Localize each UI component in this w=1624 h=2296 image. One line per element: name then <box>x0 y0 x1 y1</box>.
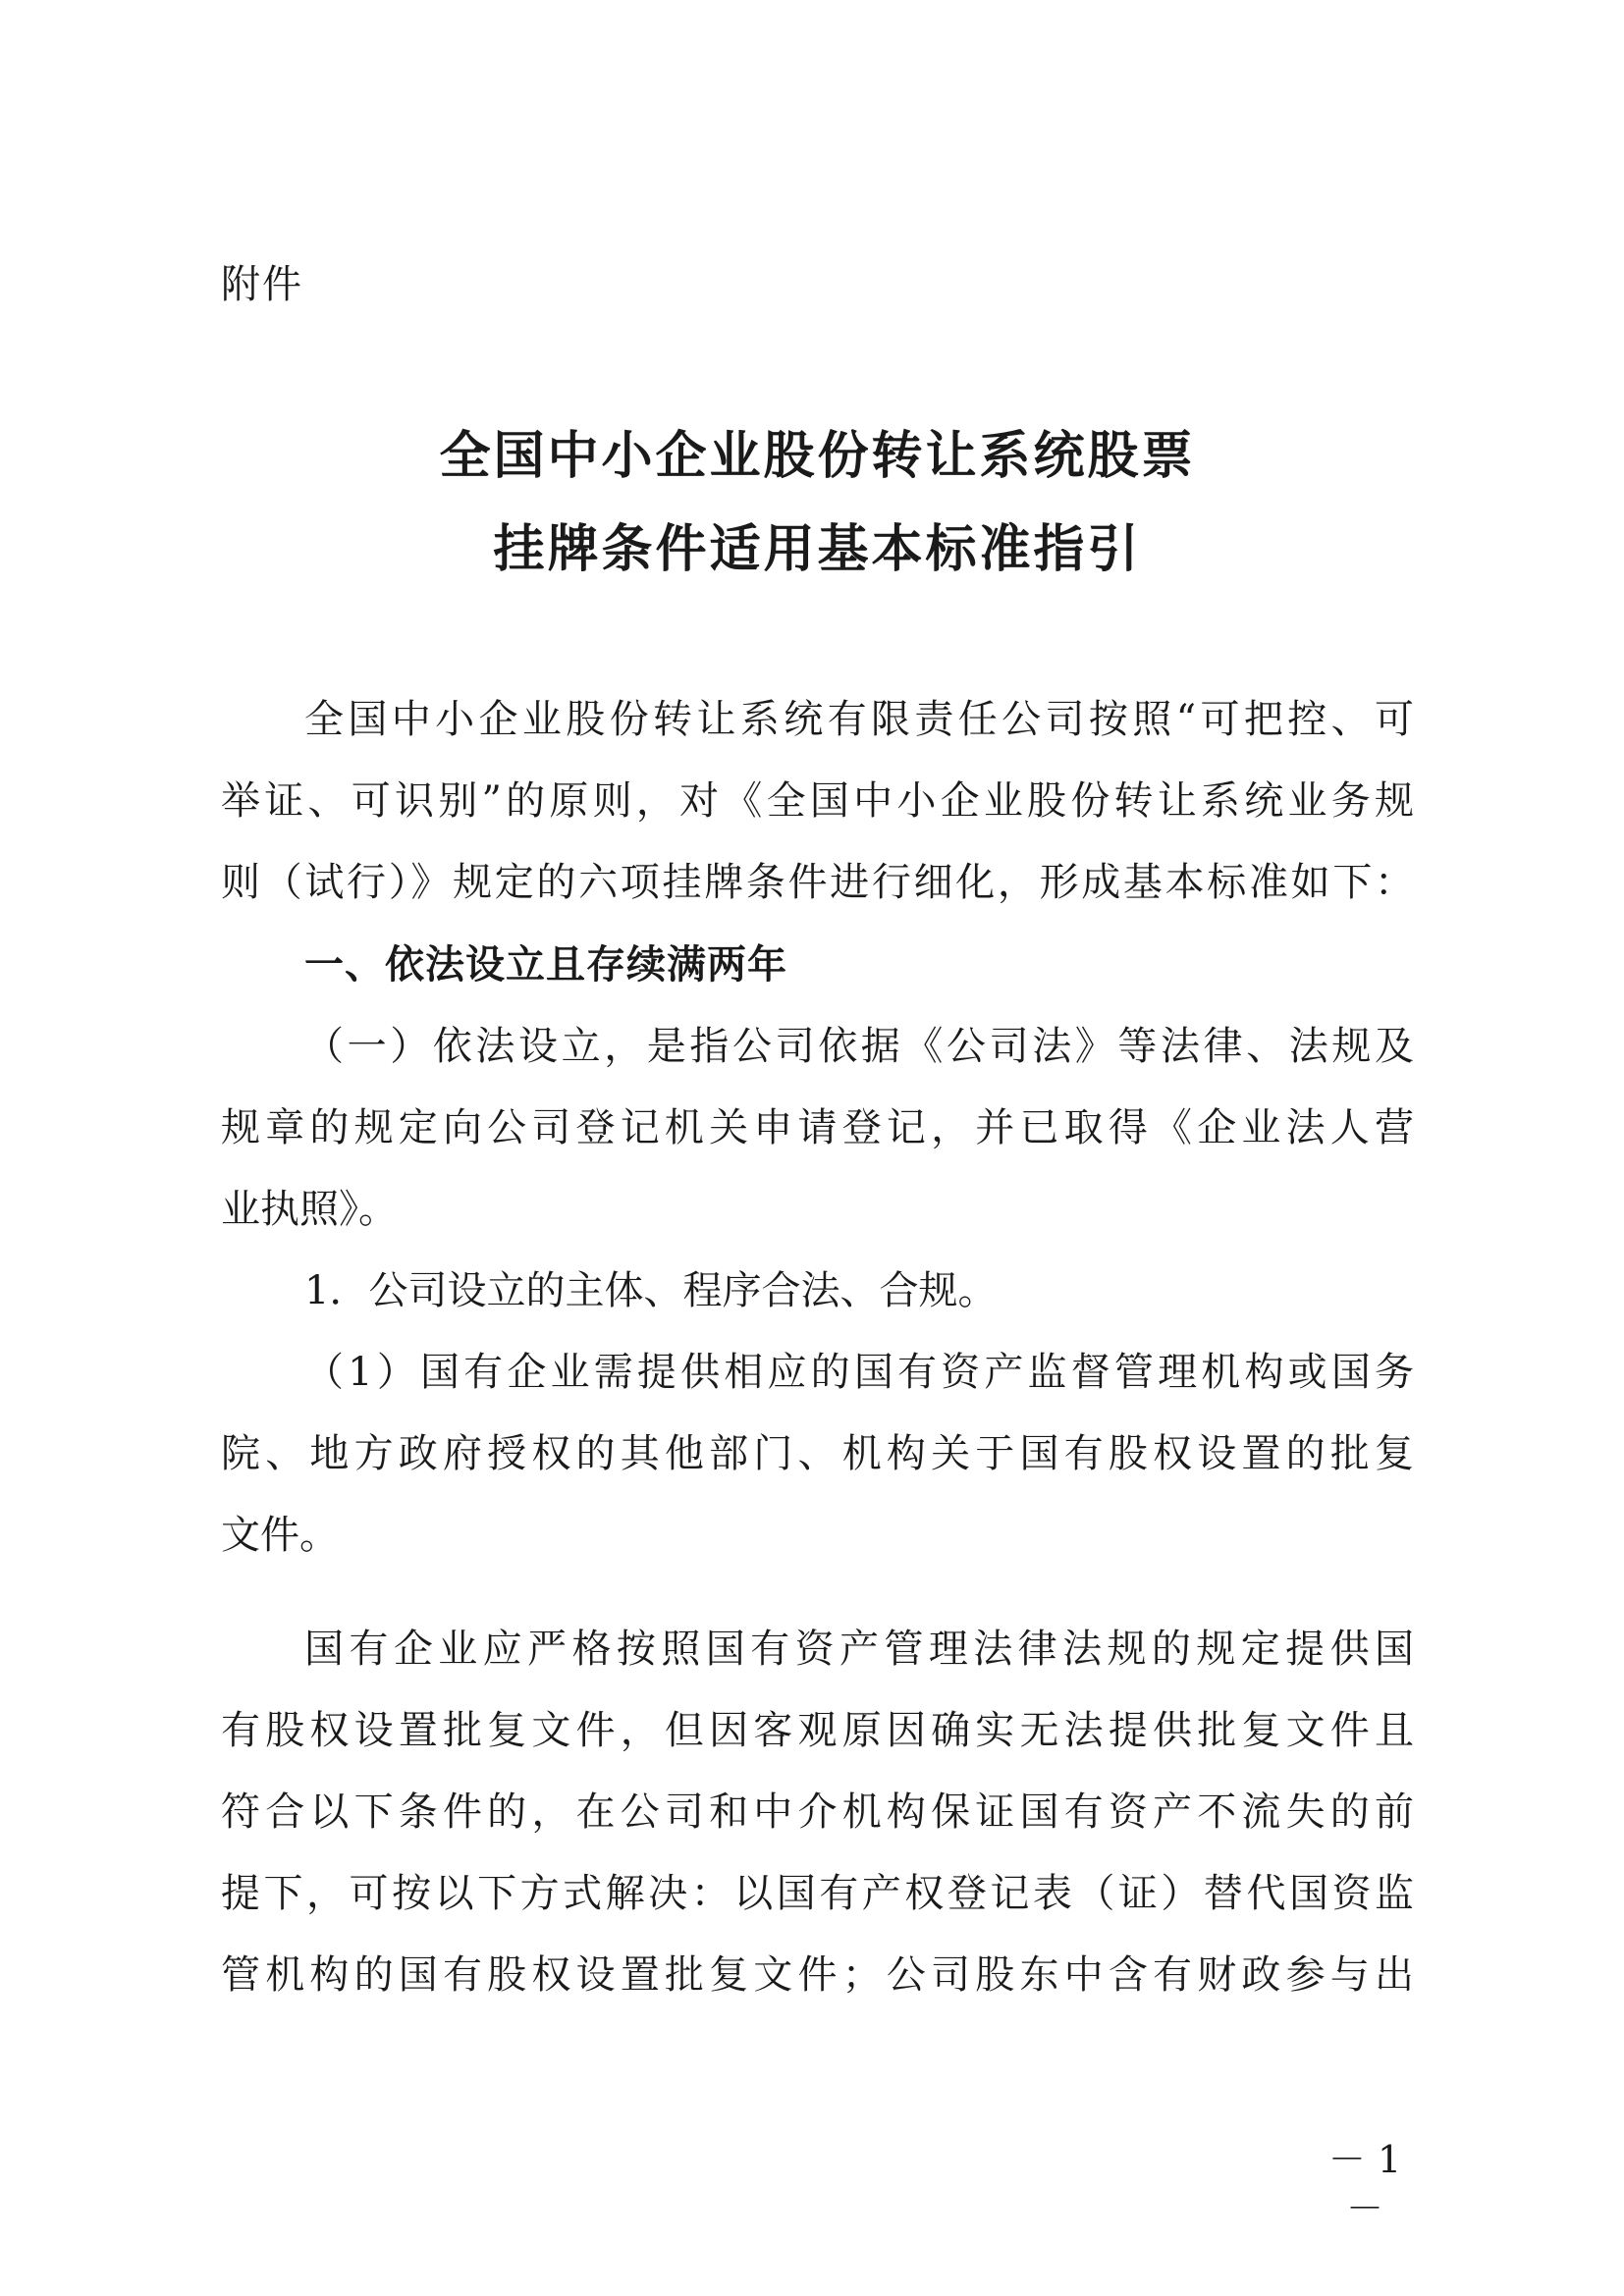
state-para-line-5: 管机构的国有股权设置批复文件；公司股东中含有财政参与出 <box>221 1952 1414 1998</box>
subsection-1-line-2: 规章的规定向公司登记机关申请登记，并已取得《企业法人营 <box>221 1105 1414 1150</box>
item-1-1-line-3: 文件。 <box>221 1513 339 1558</box>
subsection-1-line-3: 业执照》。 <box>221 1187 398 1232</box>
page-number: － 1 － <box>1327 2138 1402 2230</box>
item-1-1-line-2: 院、地方政府授权的其他部门、机构关于国有股权设置的批复 <box>221 1431 1414 1476</box>
subsection-1-line-1: （一）依法设立，是指公司依据《公司法》等法律、法规及 <box>304 1024 1414 1069</box>
state-para-line-1: 国有企业应严格按照国有资产管理法律法规的规定提供国 <box>304 1627 1414 1672</box>
section-1-heading: 一、依法设立且存续满两年 <box>304 942 787 988</box>
item-1: 1．公司设立的主体、程序合法、合规。 <box>304 1268 998 1313</box>
intro-line-1: 全国中小企业股份转让系统有限责任公司按照“可把控、可 <box>304 697 1414 742</box>
item-1-1-line-1: （1）国有企业需提供相应的国有资产监督管理机构或国务 <box>304 1350 1414 1395</box>
state-para-line-3: 符合以下条件的，在公司和中介机构保证国有资产不流失的前 <box>221 1789 1414 1835</box>
document-title-line-2: 挂牌条件适用基本标准指引 <box>493 519 1142 579</box>
intro-line-3: 则（试行）》规定的六项挂牌条件进行细化，形成基本标准如下： <box>221 860 1414 905</box>
intro-line-2: 举证、可识别”的原则，对《全国中小企业股份转让系统业务规 <box>221 778 1414 824</box>
attachment-label: 附件 <box>221 262 303 307</box>
document-title-line-1: 全国中小企业股份转让系统股票 <box>439 426 1196 486</box>
state-para-line-2: 有股权设置批复文件，但因客观原因确实无法提供批复文件且 <box>221 1708 1414 1753</box>
state-para-line-4: 提下，可按以下方式解决：以国有产权登记表（证）替代国资监 <box>221 1871 1414 1916</box>
